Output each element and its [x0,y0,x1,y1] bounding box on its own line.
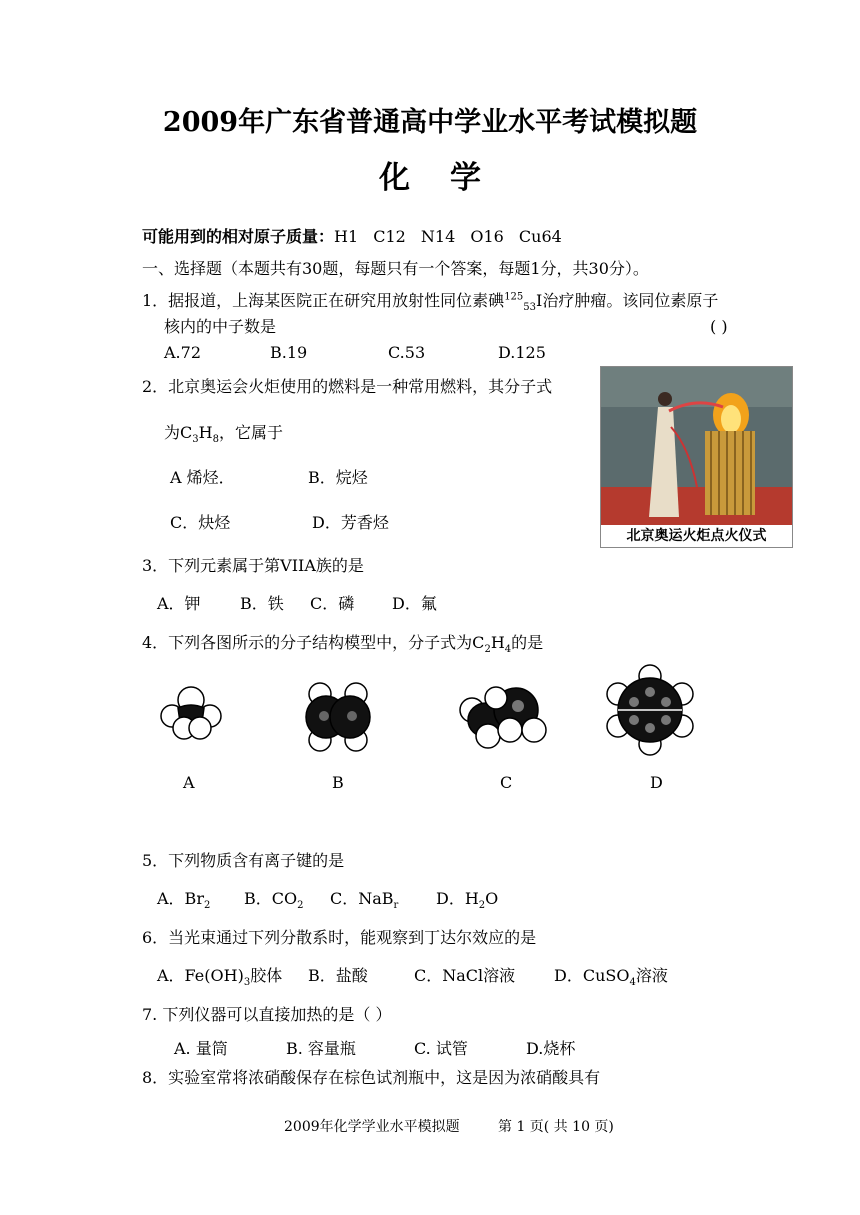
q4-line1 [142,632,543,654]
q1-iso-mass: 125 [504,291,524,303]
subject-title: 化学 [379,160,521,196]
q3-line1: 3．下列元素属于第VIIA族的是 [142,556,364,575]
q6-opt-a-text: A．Fe(OH) [157,966,244,985]
photo-caption: 北京奥运火炬点火仪式 [601,525,792,547]
q5-line1: 5．下列物质含有离子键的是 [142,851,345,870]
q1-option-c: C.53 [388,343,426,362]
page-title: 2009年广东省普通高中学业水平考试模拟题 [162,107,698,138]
q2-text-c: ，它属于 [218,423,283,442]
q4-sub-2: 2 [484,644,491,656]
section-heading: 一、选择题（本题共有30题，每题只有一个答案，每题1分，共30分）。 [142,259,649,278]
q2-line1: 2．北京奥运会火炬使用的燃料是一种常用燃料，其分子式 [142,377,553,396]
q4-text-c: 的是 [511,633,544,652]
torch-scene-illustration [601,367,792,547]
q7-option-b: B. 容量瓶 [286,1039,356,1058]
q6-option-b: B．盐酸 [308,966,368,985]
atomic-mass-line [142,226,562,248]
q4-label-d: D [650,773,663,792]
q3-option-a: A．钾 [157,594,201,613]
atomic-mass-label: 可能用到的相对原子质量： [142,227,335,246]
q5-option-c [330,888,398,910]
q1-line1 [142,290,718,312]
q7-option-a: A. 量筒 [174,1039,228,1058]
q2-line2 [164,422,283,444]
q5-opt-d-post: O [485,889,499,908]
q5-opt-b-sub: 2 [297,900,304,912]
q1-iso-symbol: I [536,291,543,310]
molecule-model-d-icon [606,664,694,756]
q4-text-b: H [490,633,505,652]
q4-label-a: A [183,773,195,792]
q6-opt-d-text: D．CuSO [554,966,630,985]
q7-option-d: D.烧杯 [526,1039,576,1058]
q1-text-a: 1．据报道，上海某医院正在研究用放射性同位素碘 [142,291,505,310]
q6-line1: 6．当光束通过下列分散系时，能观察到丁达尔效应的是 [142,928,537,947]
q4-label-b: B [332,773,344,792]
footer-title: 2009年化学学业水平模拟题 [284,1119,460,1135]
q2-option-d: D．芳香烃 [312,513,389,532]
q6-option-a [157,965,282,987]
q6-opt-a-sub: 3 [243,977,251,989]
molecule-model-b-icon [298,680,378,754]
q2-option-b: B．烷烃 [308,468,368,487]
q5-opt-a-text: A．Br [157,889,204,908]
q1-option-d: D.125 [498,343,546,362]
q5-opt-d-text: D．H [436,889,479,908]
q1-iso-number: 53 [523,302,537,314]
q1-line2: 核内的中子数是 [164,317,277,336]
q5-option-a [157,888,210,910]
torch-lighting-photo [600,366,793,548]
q7-option-c: C. 试管 [414,1039,468,1058]
q6-opt-a-post: 胶体 [250,966,283,985]
q2-option-c: C．炔烃 [170,513,231,532]
q5-opt-d-sub: 2 [478,900,486,912]
q4-sub-4: 4 [504,644,512,656]
q4-label-c: C [500,773,513,792]
q2-text-a: 为C [164,423,193,442]
q2-sub-3: 3 [192,434,199,446]
q5-opt-c-text: C．NaB [330,889,394,908]
q6-option-d [554,965,668,987]
q4-text-a: 4．下列各图所示的分子结构模型中，分子式为C [142,633,485,652]
q8-line1: 8．实验室常将浓硝酸保存在棕色试剂瓶中，这是因为浓硝酸具有 [142,1068,601,1087]
q3-option-c: C．磷 [310,594,355,613]
q6-option-c: C．NaCl溶液 [414,966,516,985]
q7-line1: 7. 下列仪器可以直接加热的是（ ） [142,1005,392,1024]
q5-opt-a-sub: 2 [203,900,211,912]
molecule-model-a-icon [158,678,224,744]
q5-opt-b-text: B．CO [244,889,298,908]
atomic-mass-values: H1 C12 N14 O16 Cu64 [334,227,562,246]
footer-page-number: 第 1 页( 共 10 页) [498,1119,614,1135]
q3-option-d: D．氟 [392,594,437,613]
q6-opt-d-sub: 4 [629,977,636,989]
q3-option-b: B．铁 [240,594,284,613]
q1-option-a: A.72 [164,343,201,362]
q2-sub-8: 8 [212,434,219,446]
q5-option-d [436,888,498,910]
q5-opt-c-sub: r [393,900,399,912]
q1-answer-bracket: ( ) [710,317,728,336]
q2-option-a: A 烯烃． [170,468,235,487]
q2-text-b: H [198,423,213,442]
q6-opt-d-post: 溶液 [635,966,668,985]
q5-option-b [244,888,304,910]
q1-option-b: B.19 [270,343,308,362]
q1-text-b: 治疗肿瘤。该同位素原子 [542,291,719,310]
molecule-model-c-icon [452,680,548,754]
